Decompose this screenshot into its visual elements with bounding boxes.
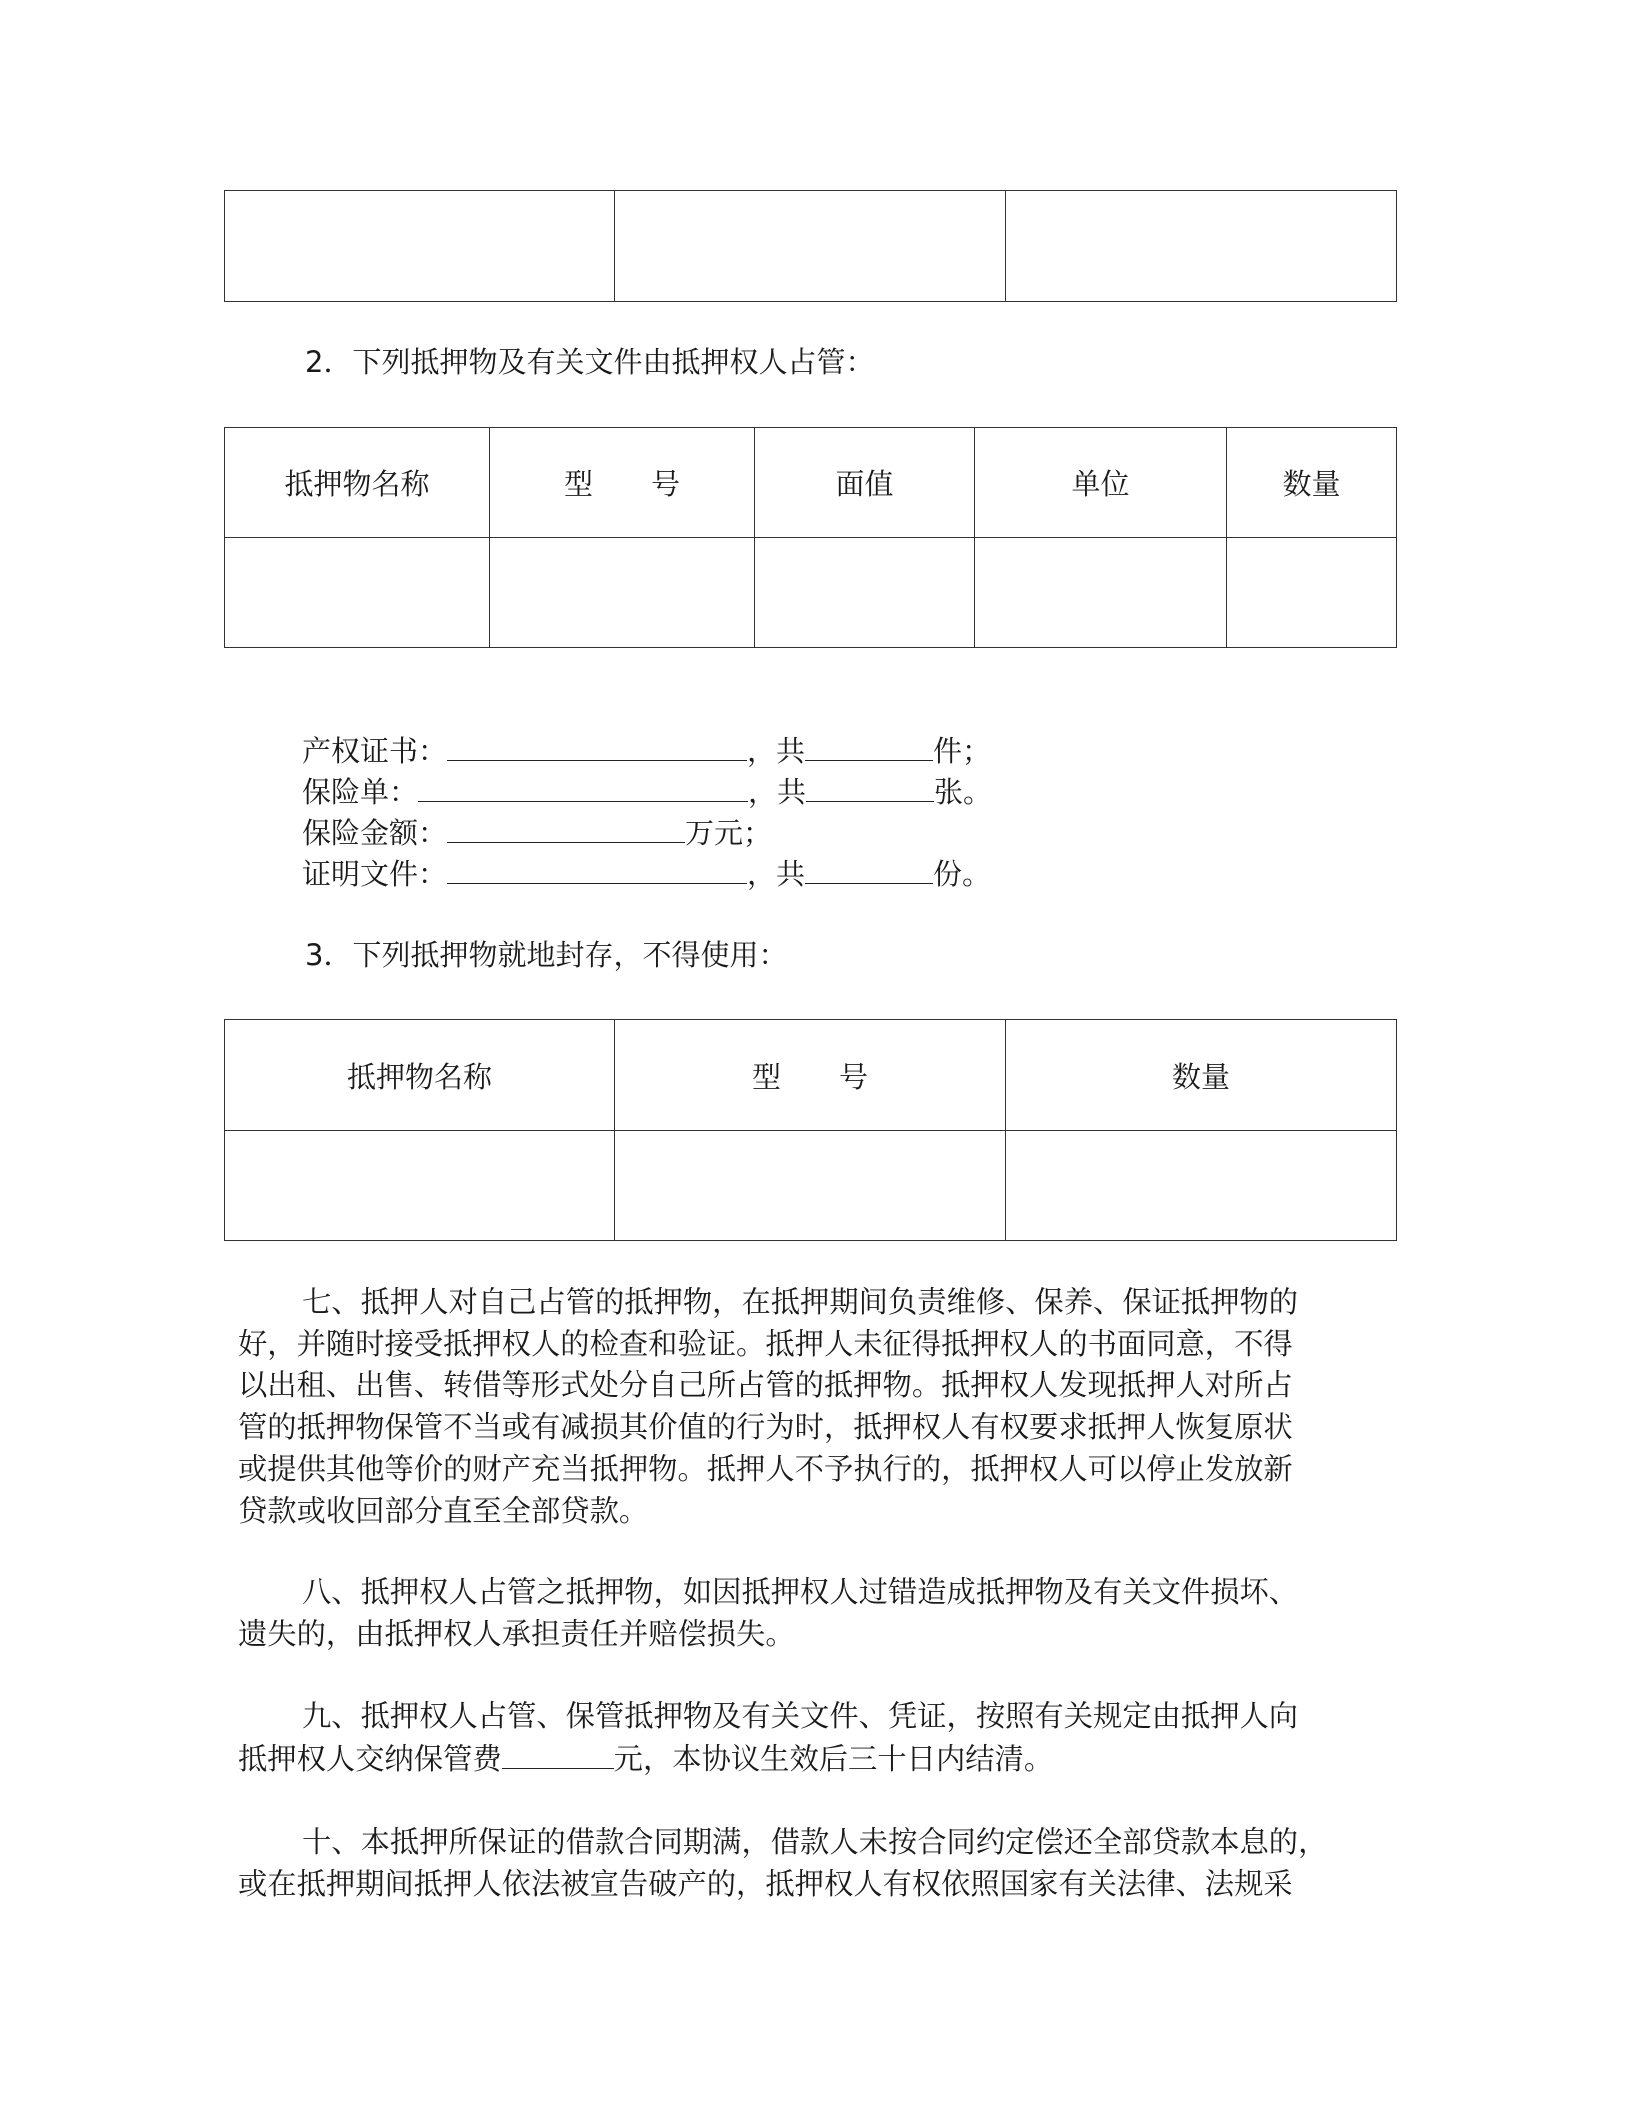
custody-items-table [224,427,1397,648]
cert-unit: 件； [933,734,992,768]
amount-blank[interactable] [447,812,685,843]
clause-7-line: 以出租、出售、转借等形式处分自己所占管的抵押物。抵押权人发现抵押人对所占 [238,1368,1293,1403]
insurance-unit: 张。 [934,775,993,809]
sealed-items-table [224,1019,1397,1241]
clause-7-line: 或提供其他等价的财产充当抵押物。抵押人不予执行的，抵押权人可以停止发放新 [238,1451,1293,1486]
section-2-heading: 2．下列抵押物及有关文件由抵押权人占管： [305,345,875,379]
table-cell [1006,191,1397,302]
clause-7-line: 七、抵押人对自己占管的抵押物，在抵押期间负责维修、保养、保证抵押物的 [302,1285,1299,1319]
header-item-name: 抵押物名称 [225,1020,615,1131]
clause-9 [238,1696,1398,1780]
proof-line [302,853,991,895]
table-cell [1227,538,1397,648]
table-cell [225,538,490,648]
amount-label: 保险金额： [302,816,448,850]
cert-line [302,730,991,772]
header-model: 型 号 [490,428,755,538]
table-row [225,191,1397,302]
table-cell [225,1131,615,1241]
proof-sep: ，共 [747,857,806,891]
clause-7-line: 管的抵押物保管不当或有减损其价值的行为时，抵押权人有权要求抵押人恢复原状 [238,1410,1293,1445]
clause-7-line: 好，并随时接受抵押权人的检查和验证。抵押人未征得抵押权人的书面同意，不得 [238,1326,1293,1361]
header-unit: 单位 [975,428,1227,538]
clause-7-line: 贷款或收回部分直至全部贷款。 [238,1493,649,1528]
table-cell [225,191,615,302]
clause-8-line: 遗失的，由抵押权人承担责任并赔偿损失。 [238,1616,795,1651]
amount-line [302,812,772,854]
proof-unit: 份。 [933,857,992,891]
table-cell [975,538,1227,648]
proof-blank[interactable] [447,853,747,884]
clause-9-line: 九、抵押权人占管、保管抵押物及有关文件、凭证，按照有关规定由抵押人向 [302,1699,1299,1733]
table-header-row [225,1020,1397,1131]
insurance-count-blank[interactable] [806,771,934,802]
table-row [225,538,1397,648]
cert-label: 产权证书： [302,734,448,768]
section-3-heading: 3．下列抵押物就地封存，不得使用： [305,938,788,972]
cert-blank[interactable] [447,730,747,761]
header-face-value: 面值 [755,428,975,538]
header-quantity: 数量 [1227,428,1397,538]
cert-sep: ，共 [747,734,806,768]
clause-9-line [238,1738,1398,1781]
amount-unit: 万元； [685,816,773,850]
clause-10 [238,1822,1398,1905]
table-header-row [225,428,1397,538]
cert-count-blank[interactable] [805,730,933,761]
insurance-label: 保险单： [302,775,419,809]
proof-count-blank[interactable] [805,853,933,884]
table-continued [224,190,1397,302]
clause-10-line: 十、本抵押所保证的借款合同期满，借款人未按合同约定偿还全部贷款本息的， [302,1825,1328,1859]
header-model: 型 号 [615,1020,1006,1131]
table-cell [1006,1131,1397,1241]
insurance-line [302,771,992,813]
proof-label: 证明文件： [302,857,448,891]
table-cell [615,191,1006,302]
table-cell [615,1131,1006,1241]
header-quantity: 数量 [1006,1020,1397,1131]
storage-fee-suffix: 元，本协议生效后三十日内结清。 [613,1741,1054,1776]
table-row [225,1131,1397,1241]
clause-10-line: 或在抵押期间抵押人依法被宣告破产的，抵押权人有权依照国家有关法律、法规采 [238,1866,1293,1901]
header-item-name: 抵押物名称 [225,428,490,538]
table-cell [490,538,755,648]
clause-8-line: 八、抵押权人占管之抵押物，如因抵押权人过错造成抵押物及有关文件损坏、 [302,1575,1299,1609]
clause-7 [238,1282,1398,1532]
table-cell [755,538,975,648]
insurance-blank[interactable] [418,771,748,802]
insurance-sep: ，共 [748,775,807,809]
storage-fee-blank[interactable] [502,1738,614,1769]
storage-fee-label: 抵押权人交纳保管费 [238,1741,502,1776]
clause-8 [238,1572,1398,1655]
